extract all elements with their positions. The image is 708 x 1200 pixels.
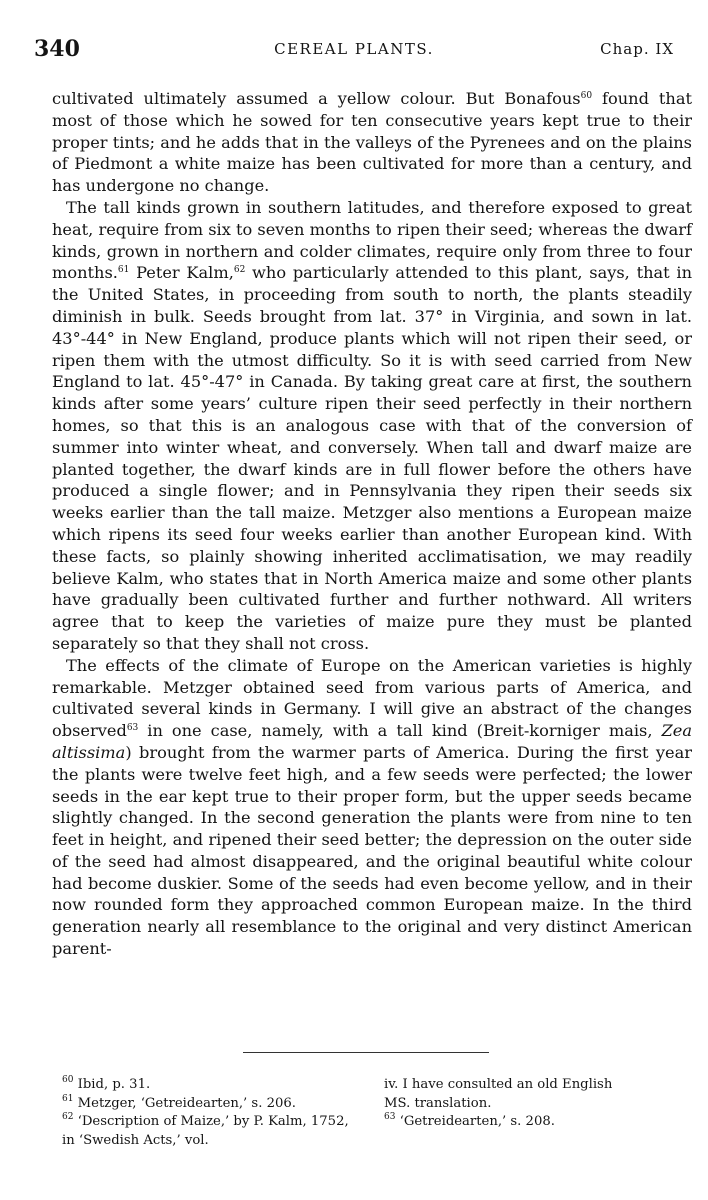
text-run: ) brought from the warmer parts of America. During the first year the plants were twelve feet high, and a few seeds were perfected; the lower seeds in the ear kept true to their proper form, but the upper seeds became slightly changed. In the second generation the plants were from nine to ten feet in height, and ripened their seed better; the depression on the outer side of the seed had almost disappeared, and the original beautiful white colour had become duskier. Some of the seeds had even become yellow, and in their now rounded form they approached common European maize. In the third generation nearly all resemblance to the original and very distinct American parent- xyxy=(52,742,692,959)
text-run: Peter Kalm, xyxy=(129,263,234,283)
page-header xyxy=(34,36,674,66)
chapter-label: Chap. IX xyxy=(600,40,674,58)
paragraph xyxy=(52,88,692,197)
running-title: CEREAL PLANTS. xyxy=(274,40,434,58)
footnote-ref: 62 xyxy=(233,265,246,276)
text-run: cultivated ultimately assumed a yellow colour. But Bonafous xyxy=(52,89,581,108)
body-text xyxy=(52,88,692,960)
text-run: The effects of the climate of Europe on the American varieties is highly remarkable. Metzger obtained seed from various parts of America, and cultivated several kinds in Germany. I will give an abstract of the changes observed xyxy=(52,655,692,741)
footnote-ref: 60 xyxy=(580,91,593,101)
footnote-61: $^{61}$ Metzger, ‘Getreidearten,’ s. 206. xyxy=(62,1093,296,1111)
text-run: The tall kinds grown in southern latitudes, and therefore exposed to great heat, require from six to seven months to ripen their seed; whereas the dwarf kinds, grown in northern and colder climates, require only from three to four months. xyxy=(52,197,692,283)
footnote-62: $^{62}$ ‘Description of Maize,’ by P. Kalm, 1752, in ‘Swedish Acts,’ vol. xyxy=(62,1112,349,1148)
footnotes-right-column xyxy=(384,1076,636,1150)
footnote-62-continued: iv. I have consulted an old English MS. translation. xyxy=(384,1077,613,1111)
footnote-60: $^{60}$ Ibid, p. 31. xyxy=(62,1075,151,1092)
footnote-divider xyxy=(243,1052,489,1053)
footnotes xyxy=(62,1076,636,1150)
page-number: 340 xyxy=(34,36,80,62)
footnotes-left-column xyxy=(62,1076,350,1150)
text-run: in one case, namely, with a tall kind (Breit-korniger mais, xyxy=(138,721,662,741)
footnote-ref: 63 xyxy=(126,723,139,734)
paragraph xyxy=(52,655,692,960)
text-run: found that most of those which he sowed for ten consecutive years kept true to their proper tints; and he adds that in the valleys of the Pyrenees and on the plains of Piedmont a white maize has been cultivated for more than a century, and has undergone no change. xyxy=(52,89,692,196)
footnote-ref: 61 xyxy=(117,265,130,276)
text-run: who particularly attended to this plant, says, that in the United States, in proceeding from south to north, the plants steadily diminish in bulk. Seeds brought from lat. 37° in Virginia, and sown in lat. 43°-44° in New England, produce plants which will not ripen their seed, or ripen them with the utmost difficulty. So it is with seed carried from New England to lat. 45°-47° in Canada. By taking great care at first, the southern kinds after some years’ culture ripen their seed perfectly in their northern homes, so that this is an analogous case with that of the conversion of summer into winter wheat, and conversely. When tall and dwarf maize are planted together, the dwarf kinds are in full flower before the others have produced a single flower; and in Pennsylvania they ripen their seeds six weeks earlier than the tall maize. Metzger also mentions a European maize which ripens its seed four weeks earlier than another European kind. With these facts, so plainly showing inherited acclimatisation, we may readily believe Kalm, who states that in North America maize and some other plants have gradually been cultivated further and further nothward. All writers agree that to keep the varieties of maize pure they must be planted separately so that they shall not cross. xyxy=(52,263,693,653)
footnote-63: $^{63}$ ‘Getreidearten,’ s. 208. xyxy=(384,1112,555,1130)
species-name: Zea altissima xyxy=(52,721,692,762)
paragraph xyxy=(52,197,692,655)
